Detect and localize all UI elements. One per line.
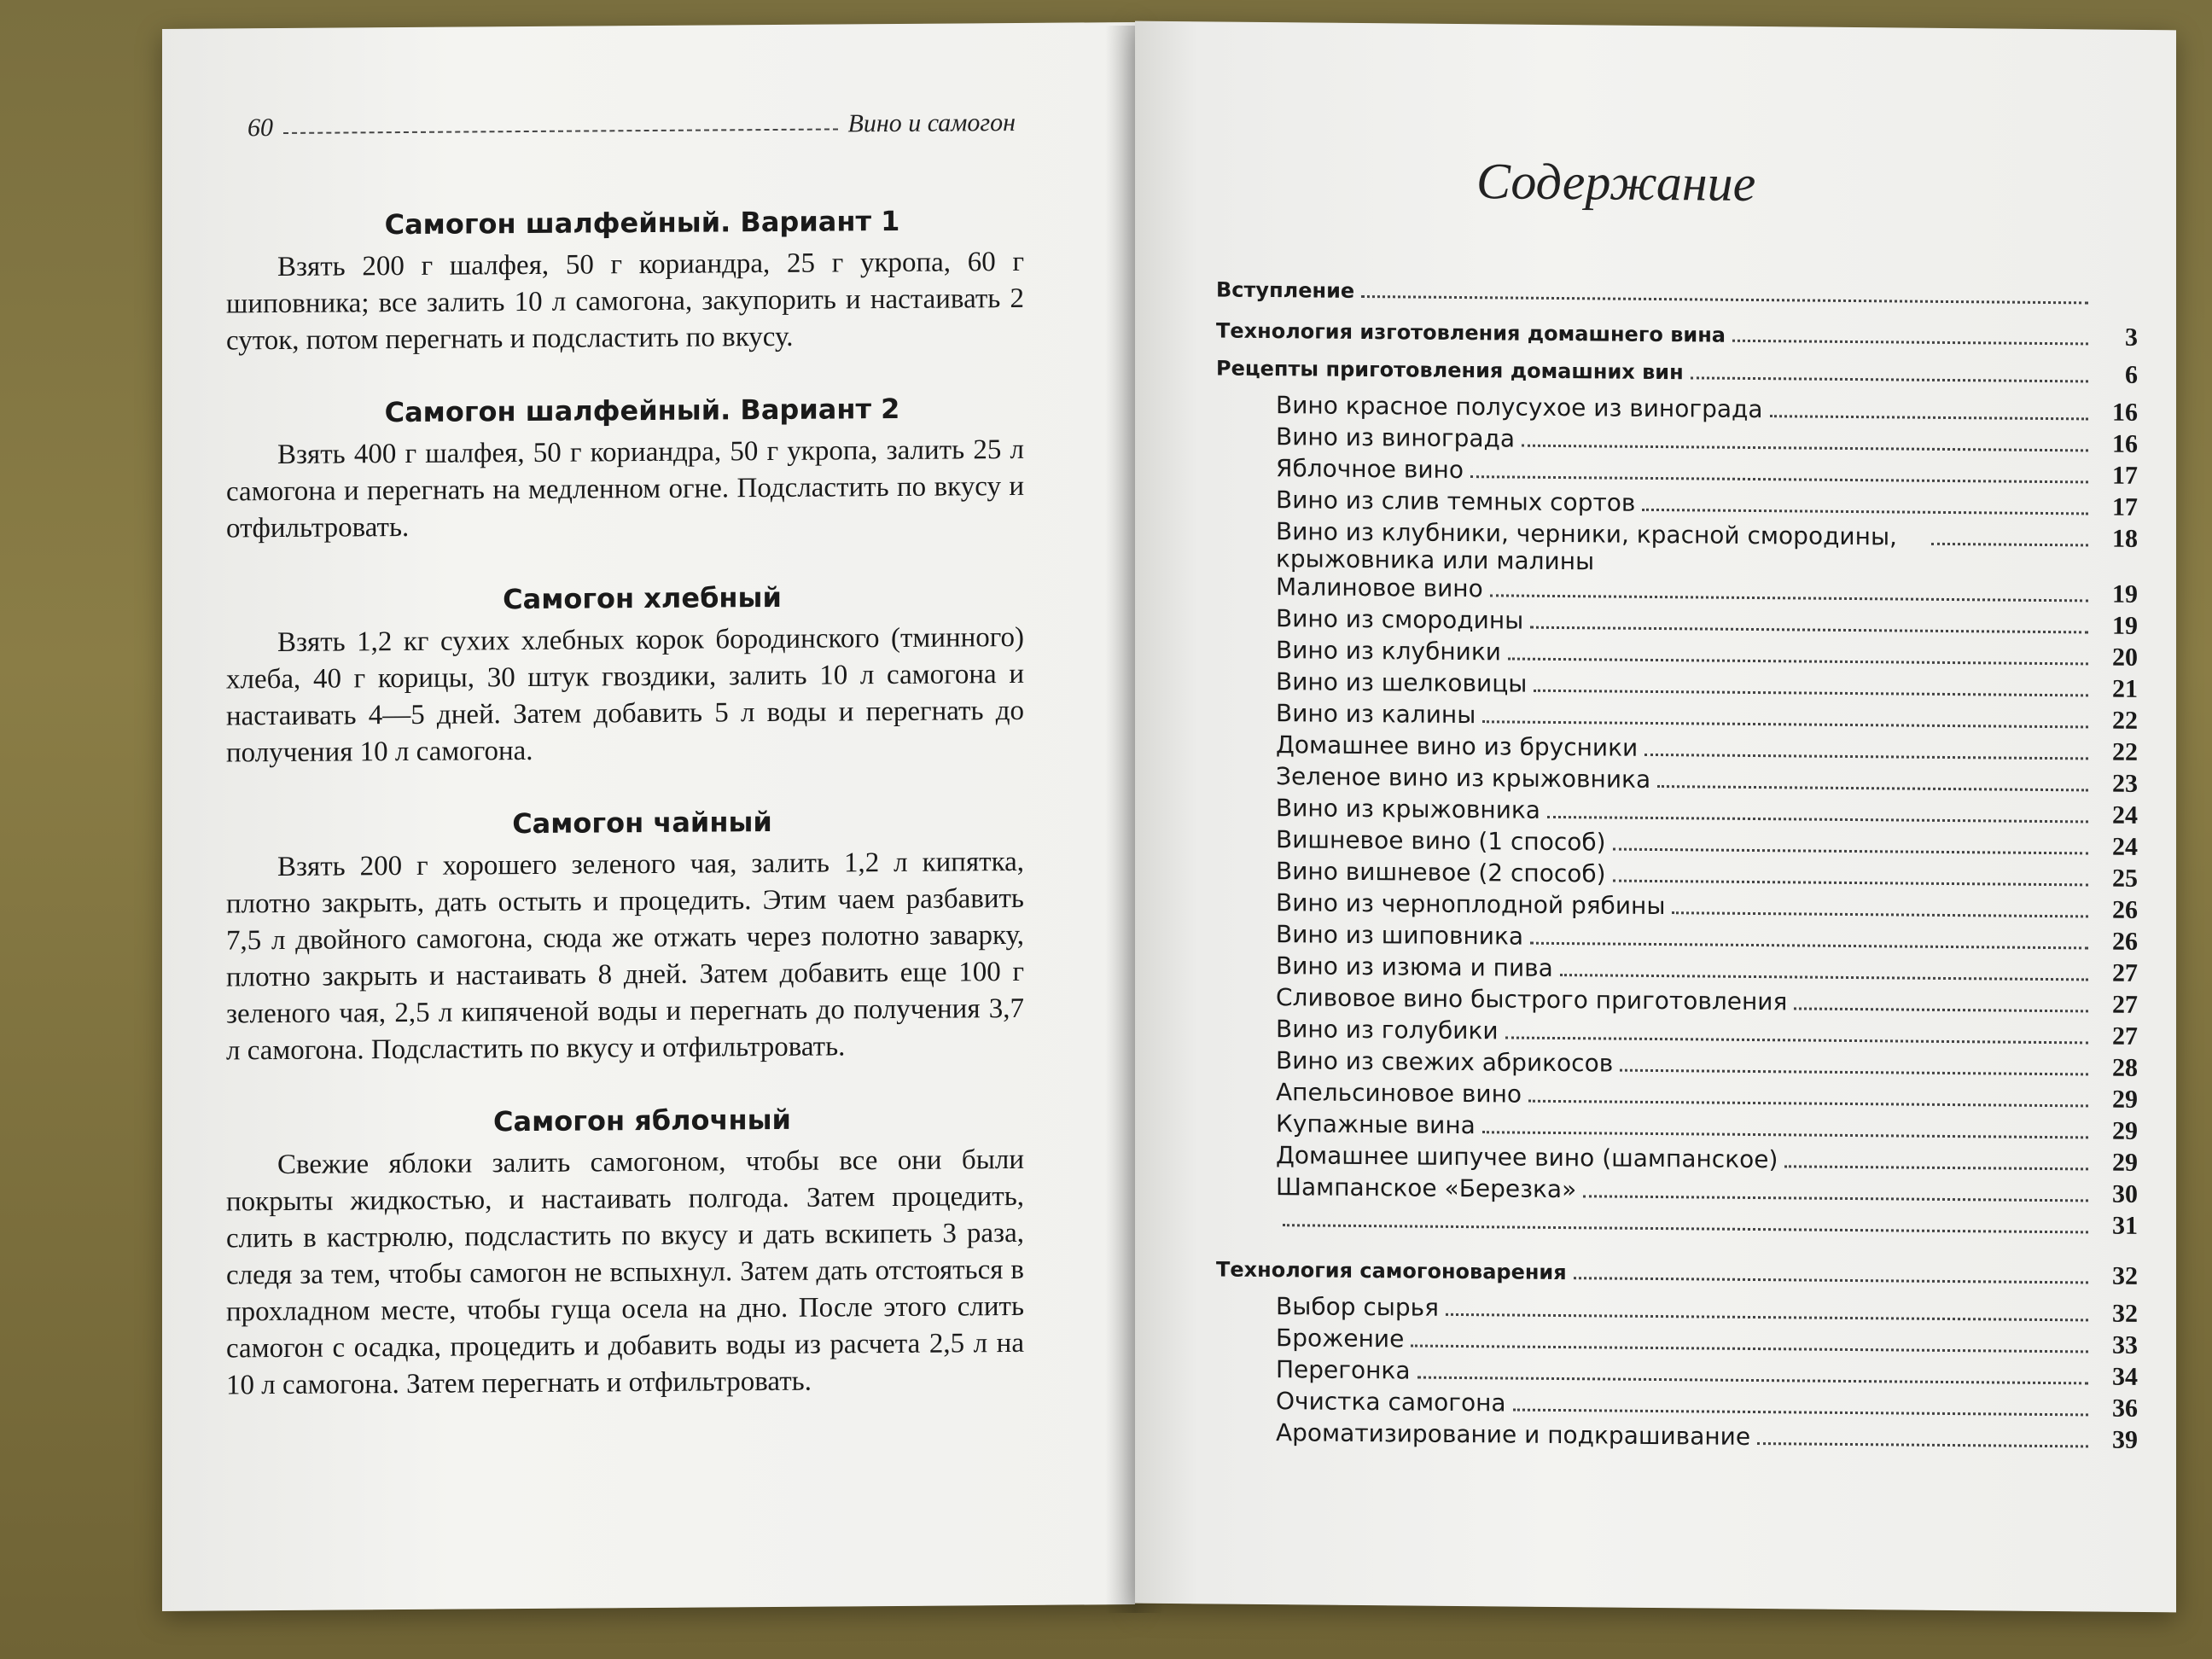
- toc-page-number: 19: [2112, 579, 2138, 608]
- toc-entry-label: Вино из шиповника: [1276, 920, 1524, 951]
- toc-entry-label: Вино из свежих абрикосов: [1276, 1046, 1614, 1078]
- toc-page-number: 31: [2112, 1211, 2138, 1240]
- toc-entry-label: Выбор сырья: [1276, 1292, 1440, 1322]
- toc-dot-leader: [1613, 848, 2088, 855]
- toc-page-number: 26: [2112, 927, 2138, 956]
- page-number: 60: [247, 114, 273, 143]
- toc-entry-label: Вино из клубники, черники, красной смородины, крыжовника или малины: [1276, 517, 1897, 576]
- toc-page-number: 16: [2112, 398, 2138, 427]
- toc-entry-label: Домашнее вино из брусники: [1276, 731, 1639, 762]
- toc-dot-leader: [1770, 415, 2088, 420]
- toc-dot-leader: [1417, 1377, 2089, 1385]
- toc-page-number: 21: [2112, 674, 2138, 703]
- toc-dot-leader: [1283, 1224, 2088, 1233]
- toc-dot-leader: [1411, 1344, 2088, 1353]
- recipe-text: Взять 400 г шалфея, 50 г кориандра, 50 г укропа, залить 25 л самогона и перегнать на медленном огне. Подсластить по вкусу и отфильтровать.: [226, 434, 1024, 544]
- toc-entry-label: Апельсиновое вино: [1276, 1078, 1522, 1109]
- toc-entry-label: Технология самогоноварения: [1216, 1257, 1567, 1285]
- toc-entry-label: Купажные вина: [1276, 1109, 1476, 1140]
- toc-dot-leader: [1508, 657, 2088, 665]
- recipe: [226, 202, 1024, 360]
- toc-dot-leader: [1528, 1100, 2088, 1108]
- recipe: [226, 578, 1024, 772]
- toc-entry-label: Вино вишневое (2 способ): [1276, 857, 1606, 888]
- toc-entry-label: Вино из изюма и пива: [1276, 952, 1553, 982]
- toc-entry-label: Вино из голубики: [1276, 1015, 1499, 1045]
- toc-page-number: 24: [2112, 800, 2138, 830]
- toc-dot-leader: [1505, 1036, 2088, 1044]
- toc-page-number: 19: [2112, 611, 2138, 640]
- toc-entry-label: Перегонка: [1276, 1355, 1411, 1385]
- toc-entry-label: Вино из крыжовника: [1276, 794, 1540, 824]
- toc-entry-label: Технология изготовления домашнего вина: [1216, 318, 1726, 347]
- toc-dot-leader: [1732, 340, 2088, 346]
- recipe-text: Взять 200 г хорошего зеленого чая, залить 1,2 л кипятка, плотно закрыть, дать остыть и процедить. Этим чаем разбавить 7,5 л двойного самогона, сюда же отжать через полотно заварку, плотно закрыть и настаивать 8 дней. Затем добавить еще 100 г зеленого чая, 2,5 л кипяченой воды и перегнать до получения 3,7 л самогона. Подсластить по вкусу и отфильтровать.: [226, 846, 1024, 1067]
- toc-dot-leader: [1620, 1069, 2088, 1076]
- toc-dot-leader: [1784, 1165, 2088, 1170]
- toc-page-number: 16: [2112, 429, 2138, 458]
- recipe-title: Самогон шалфейный. Вариант 2: [384, 392, 900, 429]
- toc-page-number: 34: [2112, 1362, 2138, 1391]
- toc-dot-leader: [1513, 1409, 2088, 1417]
- toc-dot-leader: [1691, 376, 2088, 382]
- toc-page-number: 29: [2112, 1085, 2138, 1114]
- recipe: [226, 1100, 1024, 1405]
- toc-page-number: 22: [2112, 737, 2138, 766]
- toc-page-number: 39: [2112, 1425, 2138, 1454]
- recipe-text: Взять 200 г шалфея, 50 г кориандра, 25 г укропа, 60 г шиповника; все залить 10 л самогона, закупорить и настаивать 2 суток, потом перегнать и подсластить по вкусу.: [226, 246, 1024, 357]
- toc-page-number: 28: [2112, 1053, 2138, 1082]
- toc-dot-leader: [1534, 690, 2088, 697]
- toc-entry-label: Малиновое вино: [1276, 573, 1483, 603]
- toc-dot-leader: [1530, 942, 2088, 950]
- toc-dot-leader: [1530, 626, 2088, 634]
- toc-page-number: 27: [2112, 1022, 2138, 1051]
- toc-page-number: 6: [2125, 360, 2138, 389]
- header-rule: [283, 128, 838, 134]
- toc-dot-leader: [1482, 720, 2088, 728]
- table-of-contents: [1216, 278, 2138, 1458]
- toc-entry-label: Вступление: [1216, 277, 1355, 303]
- toc-page-number: 33: [2112, 1330, 2138, 1359]
- recipe: [226, 390, 1024, 548]
- right-page: [1135, 21, 2176, 1613]
- toc-entry-label: Вино из слив темных сортов: [1276, 486, 1636, 517]
- toc-dot-leader: [1547, 816, 2088, 824]
- toc-entry-label: Вино из калины: [1276, 699, 1476, 730]
- toc-dot-leader: [1642, 509, 2088, 515]
- recipe-text: Свежие яблоки залить самогоном, чтобы все они были покрыты жидкостью, и настаивать полгода. Затем процедить, слить в кастрюлю, подсластить по вкусу и дать вскипеть 3 раза, следя за тем, чтобы самогон не вспыхнул. Затем дать отстояться в прохладном месте, чтобы гуща осела на дно. После этого слить самогон с осадка, процедить и добавить воды из расчета 2,5 л на 10 л самогона. Затем перегнать и отфильтровать.: [226, 1144, 1024, 1401]
- recipe-title: Самогон яблочный: [493, 1103, 791, 1138]
- left-page: [162, 22, 1135, 1611]
- toc-dot-leader: [1583, 1195, 2088, 1202]
- toc-dot-leader: [1482, 1131, 2088, 1138]
- toc-page-number: 23: [2112, 769, 2138, 798]
- toc-dot-leader: [1613, 880, 2088, 887]
- toc-entry-label: Вино из винограда: [1276, 422, 1516, 453]
- toc-page-number: 29: [2112, 1116, 2138, 1145]
- toc-page-number: 29: [2112, 1148, 2138, 1177]
- toc-page-number: 24: [2112, 832, 2138, 861]
- toc-page-number: 17: [2112, 461, 2138, 490]
- toc-page-number: 25: [2112, 864, 2138, 893]
- toc-page-number: 3: [2125, 323, 2138, 352]
- toc-page-number: 20: [2112, 643, 2138, 672]
- toc-dot-leader: [1470, 475, 2088, 483]
- toc-title: Содержание: [1476, 153, 1756, 212]
- recipe-text: Взять 1,2 кг сухих хлебных корок бородинского (тминного) хлеба, 40 г корицы, 30 штук гвоздики, залить 10 л самогона и настаивать 4—5 дней. Затем добавить 5 л воды и перегнать до получения 10 л самогона.: [226, 621, 1024, 769]
- toc-entry-label: Ароматизирование и подкрашивание: [1276, 1418, 1751, 1451]
- toc-entry: [1216, 517, 2138, 580]
- toc-page-number: 36: [2112, 1394, 2138, 1423]
- toc-page-number: 18: [2112, 524, 2138, 553]
- recipes-body: [226, 202, 1024, 1441]
- toc-entry-label: Брожение: [1276, 1324, 1405, 1353]
- toc-entry-label: Вишневое вино (1 способ): [1276, 825, 1606, 857]
- toc-page-number: 17: [2112, 492, 2138, 521]
- toc-entry-label: Сливовое вино быстрого приготовления: [1276, 983, 1788, 1016]
- toc-entry-label: Зеленое вино из крыжовника: [1276, 762, 1651, 794]
- toc-entry-label: Вино из шелковицы: [1276, 667, 1528, 698]
- toc-entry-label: Шампанское «Березка»: [1276, 1173, 1577, 1204]
- toc-page-number: 32: [2112, 1299, 2138, 1328]
- toc-entry-label: Яблочное вино: [1276, 454, 1464, 485]
- toc-page-number: 27: [2112, 990, 2138, 1019]
- recipe: [226, 802, 1024, 1070]
- toc-dot-leader: [1446, 1313, 2088, 1322]
- toc-entry-label: Вино из клубники: [1276, 636, 1501, 667]
- toc-dot-leader: [1560, 974, 2088, 981]
- toc-entry-label: Вино из черноплодной рябины: [1276, 888, 1666, 921]
- toc-page-number: 26: [2112, 895, 2138, 924]
- toc-dot-leader: [1522, 445, 2088, 452]
- toc-dot-leader: [1931, 543, 2088, 547]
- running-title: Вино и самогон: [847, 108, 1016, 138]
- recipe-title: Самогон чайный: [512, 805, 772, 841]
- toc-entry-label: Очистка самогона: [1276, 1387, 1506, 1417]
- toc-dot-leader: [1657, 785, 2088, 791]
- toc-page-number: 32: [2112, 1261, 2138, 1290]
- toc-dot-leader: [1794, 1007, 2088, 1012]
- toc-page-number: 30: [2112, 1179, 2138, 1208]
- recipe-title: Самогон хлебный: [503, 580, 782, 616]
- recipe-title: Самогон шалфейный. Вариант 1: [384, 204, 900, 242]
- toc-dot-leader: [1757, 1442, 2088, 1447]
- toc-entry-label: Вино красное полусухое из винограда: [1276, 391, 1763, 424]
- toc-entry-label: Рецепты приготовления домашних вин: [1216, 356, 1684, 385]
- toc-page-number: 22: [2112, 706, 2138, 735]
- toc-dot-leader: [1644, 754, 2088, 760]
- toc-dot-leader: [1361, 295, 2088, 304]
- toc-entry-label: Вино из смородины: [1276, 604, 1524, 635]
- toc-dot-leader: [1574, 1277, 2088, 1284]
- toc-dot-leader: [1490, 594, 2088, 602]
- toc-page-number: 27: [2112, 958, 2138, 987]
- toc-entry-label: Домашнее шипучее вино (шампанское): [1276, 1141, 1778, 1174]
- toc-dot-leader: [1672, 911, 2088, 917]
- running-header: [247, 108, 1016, 143]
